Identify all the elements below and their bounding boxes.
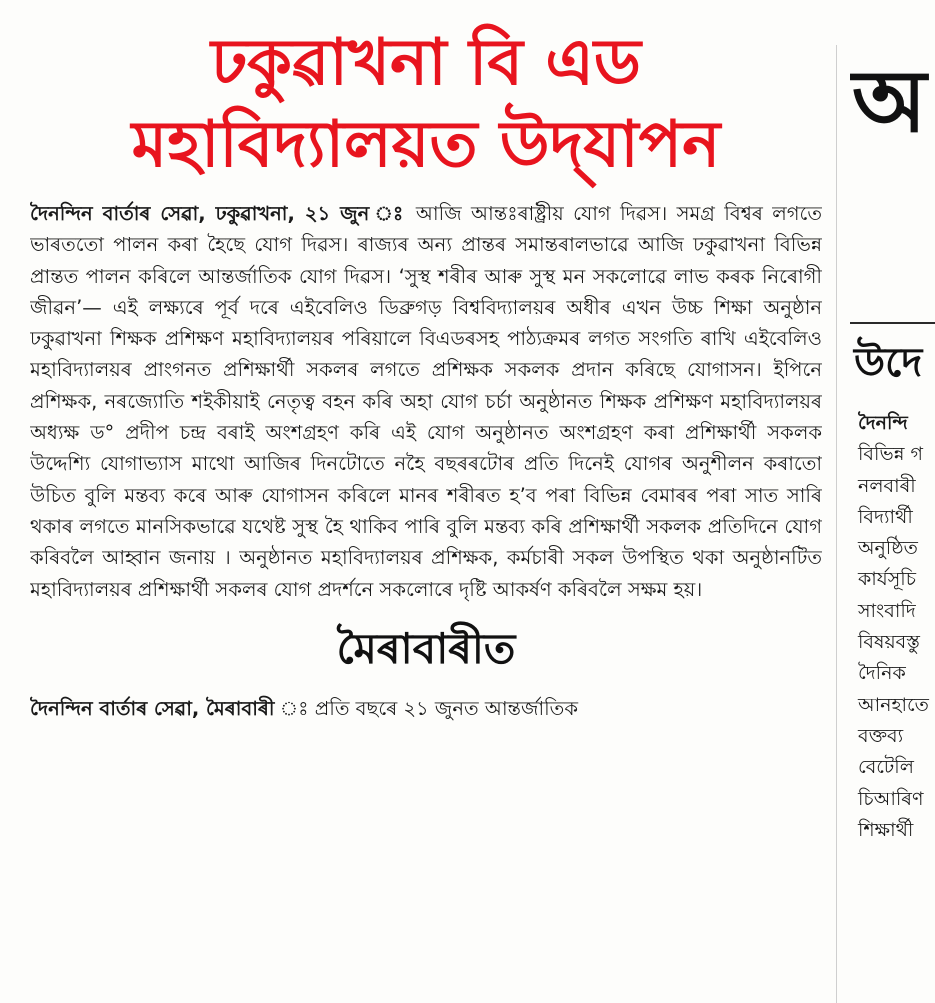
side-line: কাৰ্যসূচি: [858, 568, 916, 591]
headline-line-2: মহাবিদ্যালয়ত উদ্‌যাপন: [131, 108, 721, 182]
article-headline: [30, 22, 822, 186]
side-line: বেটেলি: [858, 756, 914, 779]
side-line: বক্তব্য: [858, 724, 904, 747]
headline-line-1: ঢকুৱাখনা বি এড: [210, 26, 642, 100]
second-article-subhead: মৈৰাবাৰীত: [336, 623, 516, 673]
article-body-text: আজি আন্তঃৰাষ্ট্ৰীয় যোগ দিৱস। সমগ্ৰ বিশ্বৰ লগতে ভাৰততো পালন কৰা হৈছে যোগ দিৱস। ৰাজ্যৰ অন্য প্ৰান্তৰ সমান্তৰালভাৱে আজি ঢকুৱাখনা বিভিন্ন প্ৰান্তত পালন কৰিলে আন্তৰ্জাতিক যোগ দিৱস। ‘সুস্থ শৰীৰ আৰু সুস্থ মন সকলোৱে লাভ কৰক নিৰোগী জীৱন’— এই লক্ষ্যৰে পূৰ্ব দৰে এইবেলিও ডিব্ৰুগড় বিশ্ববিদ্যালয়ৰ অধীৰ এখন উচ্চ শিক্ষা অনুষ্ঠান ঢকুৱাখনা শিক্ষক প্ৰশিক্ষণ মহাবিদ্যালয়ৰ পৰিয়ালে বিএডৰসহ পাঠ্যক্ৰমৰ লগত সংগতি ৰাখি এইবেলিও মহাবিদ্যালয়ৰ প্ৰাংগনত প্ৰশিক্ষাৰ্থী সকলৰ লগতে প্ৰশিক্ষক সকলক প্ৰদান কৰিছে যোগাসন। ইপিনে প্ৰশিক্ষক, নৰজ্যোতি শইকীয়াই নেতৃত্ব বহন কৰি অহা যোগ চৰ্চা অনুষ্ঠানত শিক্ষক প্ৰশিক্ষণ মহাবিদ্যালয়ৰ অধ্যক্ষ ড° প্ৰদীপ চন্দ্ৰ বৰাই অংশগ্ৰহণ কৰি এই যোগ অনুষ্ঠানত অংশগ্ৰহণ কৰা প্ৰশিক্ষাৰ্থী সকলক উদ্দেশ্যি যোগাভ্যাস মাথো আজিৰ দিনটোতে নহৈ বছৰৰটোৰ প্ৰতি দিনেই যোগৰ অনুশীলন কৰাতো উচিত বুলি মন্তব্য কৰে আৰু যোগাসন কৰিলে মানৰ শৰীৰত হ’ব পৰা বিভিন্ন বেমাৰৰ পৰা সাত সাৰি থকাৰ লগতে মানসিকভাৱে যথেষ্ট সুস্থ হৈ থাকিব পাৰি বুলি মন্তব্য কৰি প্ৰশিক্ষাৰ্থী সকলক প্ৰতিদিনে যোগ কৰিবলৈ আহ্বান জনায় । অনুষ্ঠানত মহাবিদ্যালয়ৰ প্ৰশিক্ষক, কৰ্মচাৰী সকল উপস্থিত থকা অনুষ্ঠানটিত মহাবিদ্যালয়ৰ প্ৰশিক্ষাৰ্থী সকলৰ যোগ প্ৰদৰ্শনে সকলোৰে দৃষ্টি আকৰ্ষণ কৰিবলৈ সক্ষম হয়।: [30, 202, 822, 601]
second-article-dateline: দৈনন্দিন বাৰ্তাৰ সেৱা, মৈৰাবাৰী: [30, 696, 275, 720]
article-dateline: দৈনন্দিন বাৰ্তাৰ সেৱা, ঢকুৱাখনা, ২১ জুন ঃ: [30, 202, 407, 225]
side-divider-rule: [850, 322, 935, 324]
side-line: চিআৰিণ: [858, 787, 924, 810]
side-line: দৈনন্দি: [858, 412, 908, 434]
side-line: বিষয়বস্তু: [858, 631, 920, 654]
second-article-text: ঃ প্ৰতি বছৰে ২১ জুনত আন্তৰ্জাতিক: [274, 696, 578, 720]
side-subhead: উদে: [854, 340, 923, 386]
side-line: দৈনিক: [858, 662, 906, 685]
second-article-body: [30, 693, 822, 724]
side-line: সাংবাদি: [858, 599, 916, 622]
side-line: অনুষ্ঠিত: [858, 537, 918, 560]
side-line: বিভিন্ন গ: [858, 443, 923, 466]
side-line: বিদ্যাৰ্থী: [858, 505, 913, 528]
column-divider: [836, 45, 837, 1003]
article-body: [30, 198, 822, 605]
side-line: আনহাতে: [858, 693, 929, 716]
side-big-heading: অ: [852, 52, 927, 152]
side-article-column: [850, 0, 935, 1003]
main-article-column: [30, 0, 822, 1003]
side-line: নলবাৰী: [858, 474, 916, 497]
side-text-lines: [858, 408, 935, 846]
side-line: শিক্ষাৰ্থী: [858, 818, 914, 841]
